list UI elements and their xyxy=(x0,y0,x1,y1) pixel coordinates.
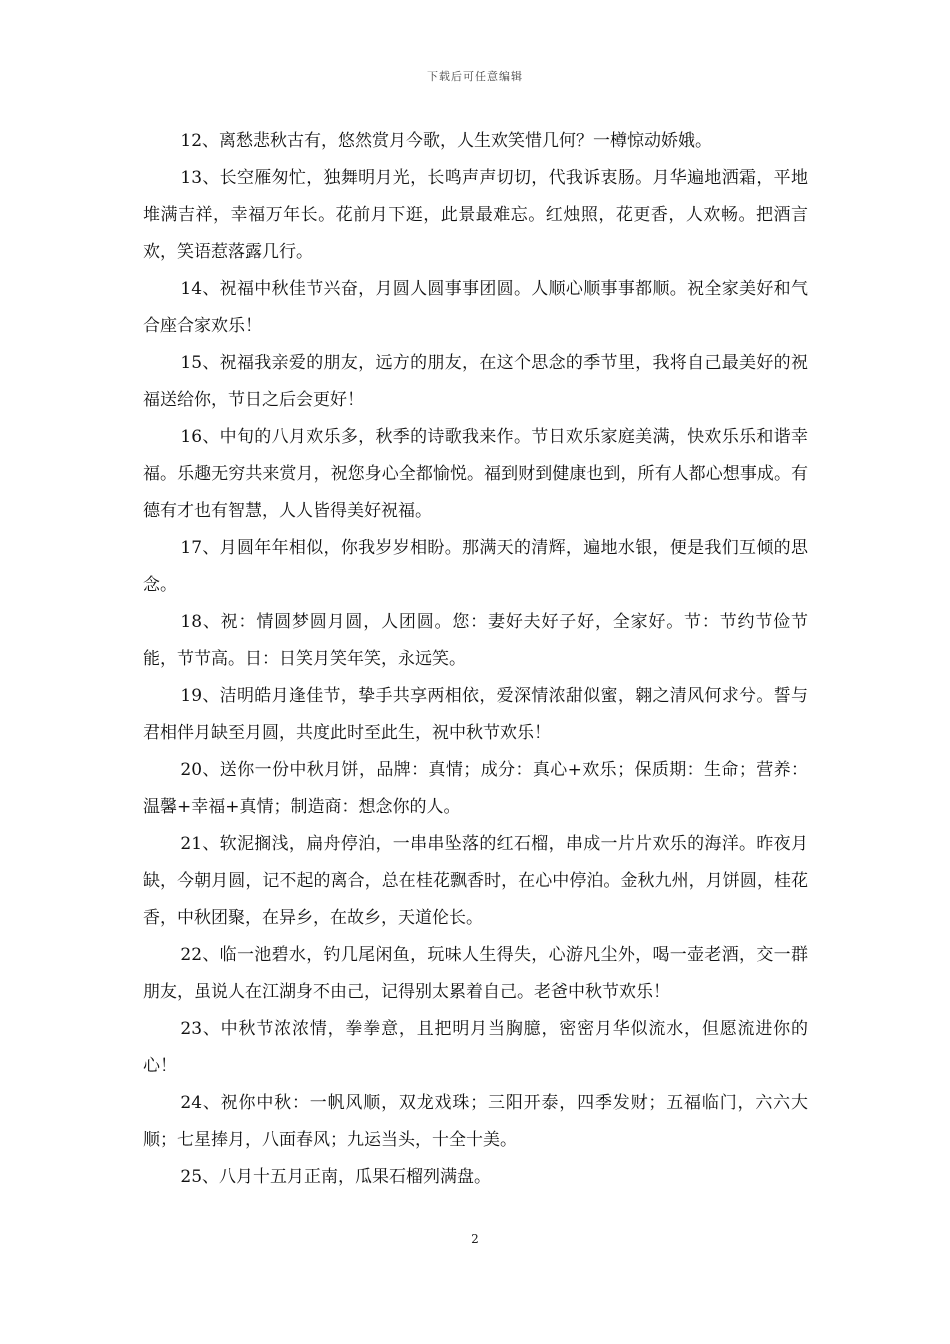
paragraph-20: 20、送你一份中秋月饼，品牌：真情；成分：真心+欢乐；保质期：生命；营养：温馨+幸福+真情；制造商：想念你的人。 xyxy=(143,760,808,817)
document-body xyxy=(143,123,808,1196)
paragraph-22: 22、临一池碧水，钓几尾闲鱼，玩味人生得失，心游凡尘外，喝一壶老酒，交一群朋友，虽说人在江湖身不由己，记得别太累着自己。老爸中秋节欢乐！ xyxy=(143,945,808,1002)
paragraph-24: 24、祝你中秋：一帆风顺，双龙戏珠；三阳开泰，四季发财；五福临门，六六大顺；七星捧月，八面春风；九运当头，十全十美。 xyxy=(143,1093,808,1150)
paragraph-14: 14、祝福中秋佳节兴奋，月圆人圆事事团圆。人顺心顺事事都顺。祝全家美好和气合座合家欢乐！ xyxy=(143,279,808,336)
paragraph-16: 16、中旬的八月欢乐多，秋季的诗歌我来作。节日欢乐家庭美满，快欢乐乐和谐幸福。乐趣无穷共来赏月，祝您身心全都愉悦。福到财到健康也到，所有人都心想事成。有德有才也有智慧，人人皆得美好祝福。 xyxy=(143,427,808,521)
page-header-note: 下载后可任意编辑 xyxy=(427,70,523,83)
paragraph-23: 23、中秋节浓浓情，拳拳意，且把明月当胸臆，密密月华似流水，但愿流进你的心！ xyxy=(143,1019,808,1076)
paragraph-17: 17、月圆年年相似，你我岁岁相盼。那满天的清辉，遍地水银，便是我们互倾的思念。 xyxy=(143,538,808,595)
page-number: 2 xyxy=(471,1232,479,1246)
paragraph-19: 19、洁明皓月逢佳节，挚手共享两相依，爱深情浓甜似蜜，翱之清风何求兮。誓与君相伴月缺至月圆，共度此时至此生，祝中秋节欢乐！ xyxy=(143,686,808,743)
paragraph-15: 15、祝福我亲爱的朋友，远方的朋友，在这个思念的季节里，我将自己最美好的祝福送给你，节日之后会更好！ xyxy=(143,353,808,410)
paragraph-13: 13、长空雁匆忙，独舞明月光，长鸣声声切切，代我诉衷肠。月华遍地洒霜，平地堆满吉祥，幸福万年长。花前月下逛，此景最难忘。红烛照，花更香，人欢畅。把酒言欢，笑语惹落露几行。 xyxy=(143,168,808,262)
paragraph-12: 12、离愁悲秋古有，悠然赏月今歌，人生欢笑惜几何？一樽惊动娇娥。 xyxy=(180,131,713,151)
paragraph-25: 25、八月十五月正南，瓜果石榴列满盘。 xyxy=(180,1167,492,1187)
paragraph-18: 18、祝：情圆梦圆月圆，人团圆。您：妻好夫好子好，全家好。节：节约节俭节能，节节高。日：日笑月笑年笑，永远笑。 xyxy=(143,612,808,669)
paragraph-21: 21、软泥搁浅，扁舟停泊，一串串坠落的红石榴，串成一片片欢乐的海洋。昨夜月缺，今朝月圆，记不起的离合，总在桂花飘香时，在心中停泊。金秋九州，月饼圆，桂花香，中秋团聚，在异乡，在故乡，天道伦长。 xyxy=(143,834,808,928)
